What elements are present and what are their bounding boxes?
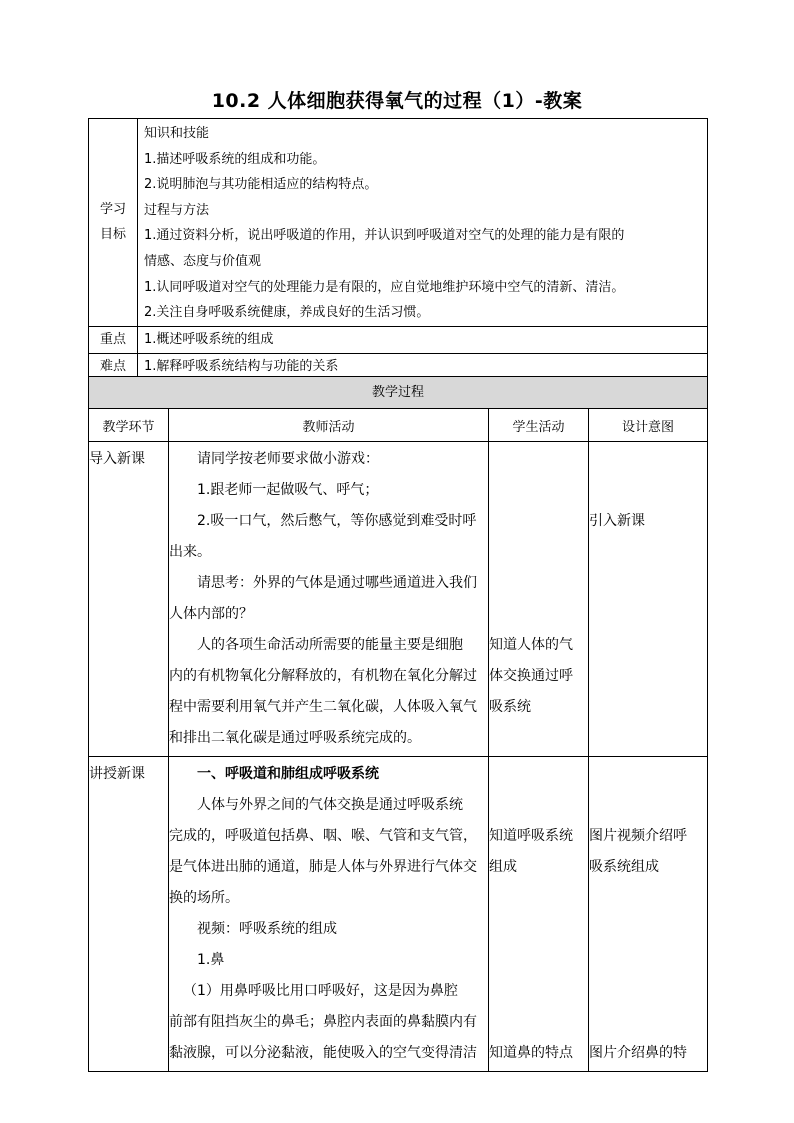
- student-line: 知道呼吸系统: [489, 828, 573, 844]
- stage-cell: [89, 757, 169, 1072]
- teacher-line: 视频：呼吸系统的组成: [197, 921, 337, 937]
- section-heading: 一、呼吸道和肺组成呼吸系统: [197, 766, 379, 782]
- teacher-line: 1.鼻: [197, 952, 225, 968]
- column-header-intent: 设计意图: [589, 409, 708, 442]
- process-table: [88, 376, 708, 1072]
- key-point-line: 1.概述呼吸系统的组成: [144, 331, 274, 347]
- teacher-line: 程中需要利用氧气并产生二氧化碳，人体吸入氧气: [169, 699, 477, 715]
- student-activity-cell: [489, 442, 589, 757]
- objective-line: 过程与方法: [144, 202, 210, 218]
- objectives-label-cell: [89, 119, 138, 327]
- teacher-line: 内的有机物氧化分解释放的，有机物在氧化分解过: [169, 668, 477, 684]
- teacher-line: 前部有阻挡灰尘的鼻毛；鼻腔内表面的鼻黏膜内有: [169, 1014, 477, 1030]
- objective-line: 1.认同呼吸道对空气的处理能力是有限的，应自觉地维护环境中空气的清新、清洁。: [144, 279, 625, 295]
- teacher-line: 换的场所。: [169, 890, 239, 906]
- student-line: 知道人体的气: [489, 637, 573, 653]
- process-column-headers: [89, 409, 708, 442]
- teacher-activity-cell: [169, 757, 489, 1072]
- design-intent-cell: [589, 757, 708, 1072]
- intent-line: 吸系统组成: [589, 859, 659, 875]
- objective-line: 2.说明肺泡与其功能相适应的结构特点。: [144, 177, 378, 193]
- objective-line: 1.通过资料分析，说出呼吸道的作用，并认识到呼吸道对空气的处理的能力是有限的: [144, 228, 625, 244]
- student-line: 知道鼻的特点: [489, 1045, 573, 1061]
- teacher-line: 请同学按老师要求做小游戏：: [197, 451, 379, 467]
- objectives-label-line: 学习: [99, 202, 126, 217]
- objectives-table: [88, 118, 708, 381]
- objectives-label: [89, 197, 137, 247]
- objective-line: 1.描述呼吸系统的组成和功能。: [144, 151, 326, 167]
- difficulty-line: 1.解释呼吸系统结构与功能的关系: [144, 358, 339, 374]
- student-activity-cell: [489, 757, 589, 1072]
- teacher-line: 出来。: [169, 544, 211, 560]
- process-header: 教学过程: [89, 377, 708, 409]
- column-header-stage: 教学环节: [89, 409, 169, 442]
- design-intent-cell: [589, 442, 708, 757]
- teacher-activity-cell: [169, 442, 489, 757]
- student-line: 组成: [489, 859, 517, 875]
- student-line: 体交换通过呼: [489, 668, 573, 684]
- teacher-line: 人体与外界之间的气体交换是通过呼吸系统: [197, 797, 463, 813]
- teacher-line: 完成的，呼吸道包括鼻、咽、喉、气管和支气管，: [169, 828, 477, 844]
- teacher-line: 1.跟老师一起做吸气、呼气；: [197, 482, 379, 498]
- objectives-label-line: 目标: [99, 227, 126, 242]
- teacher-line: 人的各项生命活动所需要的能量主要是细胞: [197, 637, 463, 653]
- objectives-content: [138, 119, 708, 327]
- teacher-line: 请思考：外界的气体是通过哪些通道进入我们: [197, 575, 477, 591]
- teacher-line: [169, 759, 488, 790]
- difficulty-label-text: 难点: [99, 358, 126, 374]
- table-row: [89, 757, 708, 1072]
- stage-cell: [89, 442, 169, 757]
- teacher-line: 人体内部的？: [169, 606, 253, 622]
- stage-text: 讲授新课: [89, 766, 145, 782]
- key-point-text: [138, 326, 708, 353]
- key-point-label-text: 重点: [99, 331, 126, 347]
- stage-text: 导入新课: [89, 451, 145, 467]
- intent-line: 图片介绍鼻的特: [589, 1045, 687, 1061]
- student-line: 吸系统: [489, 699, 531, 715]
- teacher-line: （1）用鼻呼吸比用口呼吸好，这是因为鼻腔: [183, 983, 458, 999]
- column-header-teacher: 教师活动: [169, 409, 489, 442]
- intent-line: 图片视频介绍呼: [589, 828, 687, 844]
- teacher-line: 2.吸一口气，然后憋气，等你感觉到难受时呼: [197, 513, 477, 529]
- column-header-student: 学生活动: [489, 409, 589, 442]
- objective-line: 2.关注自身呼吸系统健康，养成良好的生活习惯。: [144, 305, 430, 321]
- key-point-label: [89, 326, 138, 353]
- table-row: [89, 442, 708, 757]
- objective-line: 知识和技能: [144, 126, 210, 141]
- intent-line: 引入新课: [589, 513, 645, 529]
- document-title: 10.2 人体细胞获得氧气的过程（1）-教案: [211, 90, 583, 112]
- teacher-line: 黏液腺，可以分泌黏液，能使吸入的空气变得清洁: [169, 1045, 477, 1061]
- teacher-line: 是气体进出肺的通道，肺是人体与外界进行气体交: [169, 859, 477, 875]
- objective-line: 情感、态度与价值观: [144, 253, 262, 269]
- teacher-line: 和排出二氧化碳是通过呼吸系统完成的。: [169, 730, 421, 746]
